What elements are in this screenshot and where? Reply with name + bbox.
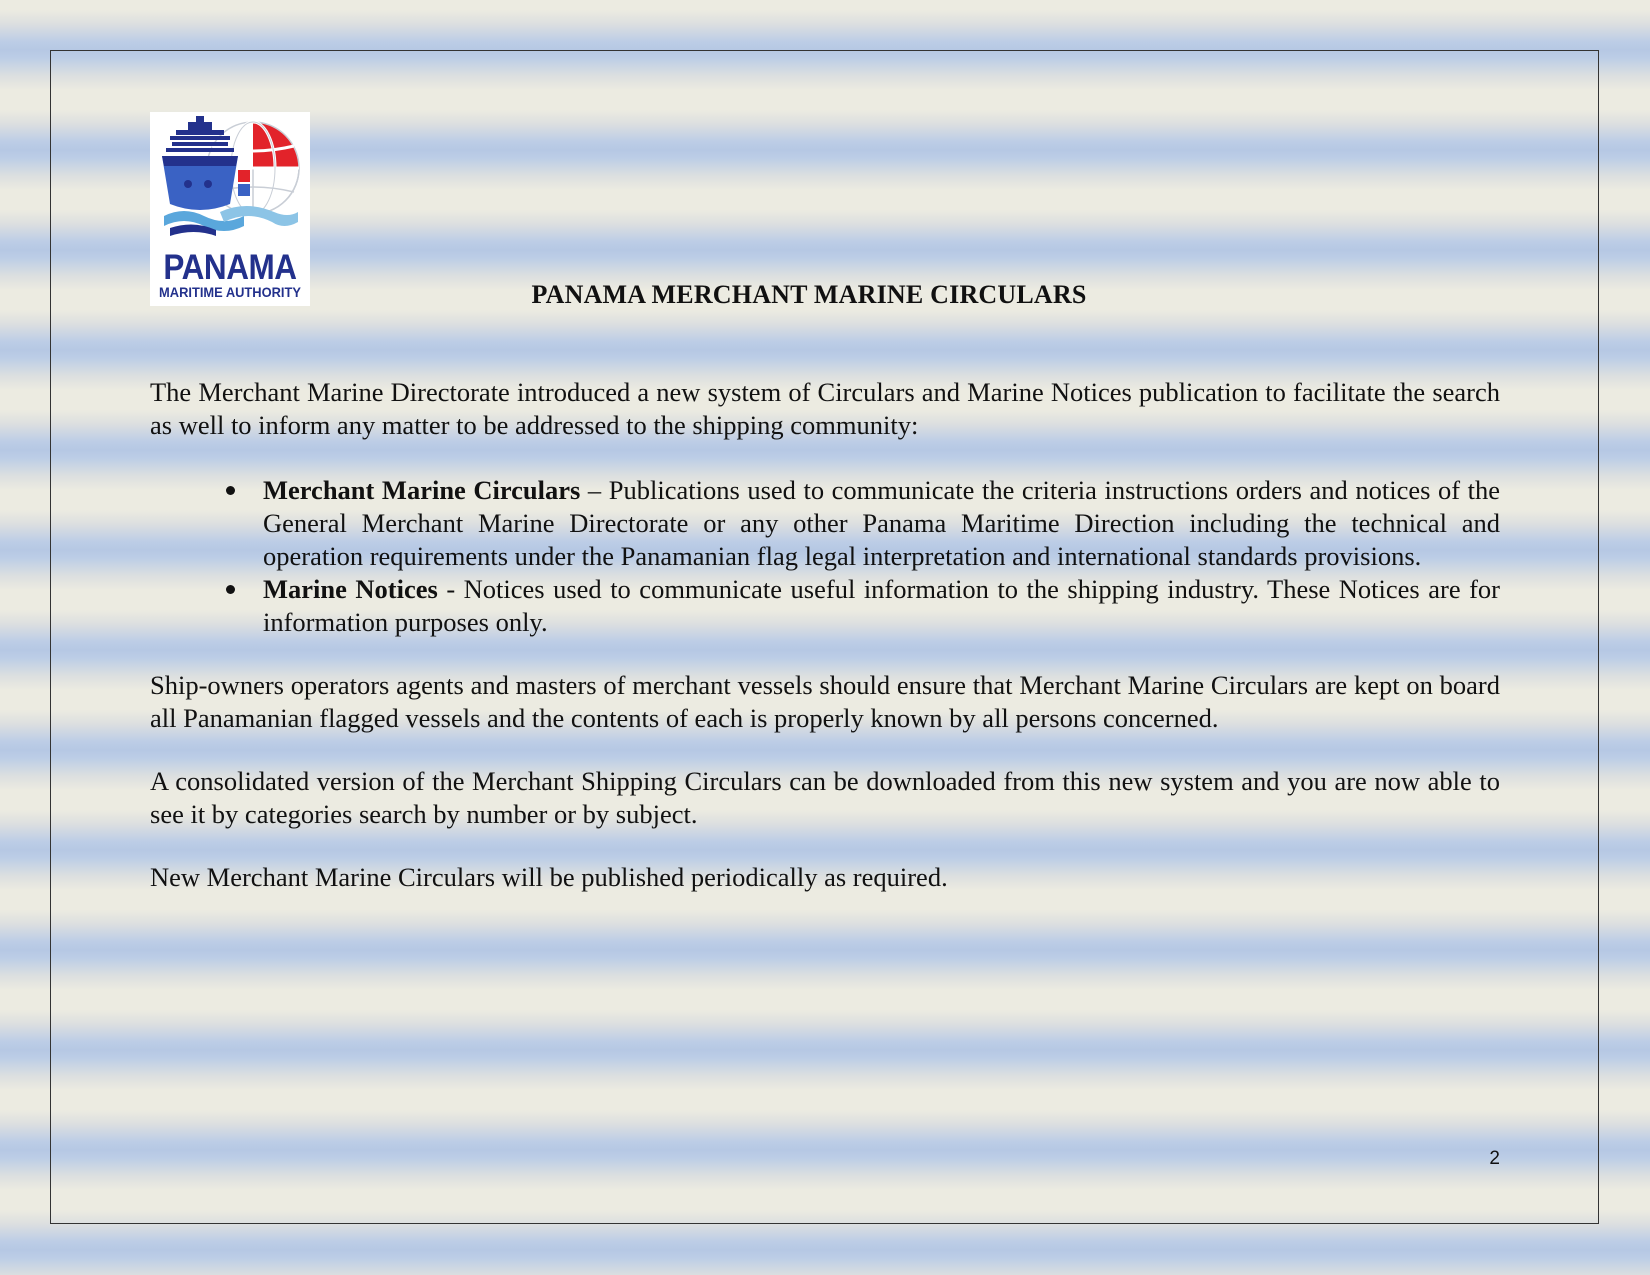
bullet-separator: – — [580, 475, 609, 505]
paragraph-consolidated-version: A consolidated version of the Merchant Shipping Circulars can be downloaded from this new system and you are now able to see it by categories search by number or by subject. — [150, 766, 1500, 829]
panama-maritime-authority-logo — [150, 112, 310, 306]
paragraph-onboard-requirement: Ship-owners operators agents and masters of merchant vessels should ensure that Merchant Marine Circulars are kept on board all Panamanian flagged vessels and the contents of each is properly known by all persons concerned. — [150, 670, 1500, 733]
paragraph-publication-schedule: New Merchant Marine Circulars will be published periodically as required. — [150, 862, 948, 892]
logo-subtitle: MARITIME AUTHORITY — [159, 284, 301, 300]
ship-globe-emblem-icon — [150, 112, 310, 250]
page-number: 2 — [1489, 1148, 1500, 1169]
bullet-item-marine-notices — [150, 573, 1500, 639]
flag-blue-block — [238, 184, 250, 196]
flag-red-block — [238, 170, 250, 182]
logo-wordmark: PANAMA — [163, 248, 297, 287]
waves-icon — [164, 206, 298, 236]
intro-paragraph: The Merchant Marine Directorate introduced a new system of Circulars and Marine Notices publication to facilitate the search as well to inform any matter to be addressed to the shipping community: — [150, 377, 1500, 440]
bullet-icon — [226, 486, 235, 495]
bullet-term: Marine Notices — [263, 574, 438, 604]
document-body — [150, 376, 1500, 894]
bullet-icon — [226, 585, 235, 594]
bullet-item-merchant-marine-circulars — [150, 474, 1500, 573]
bullet-list — [150, 474, 1500, 639]
bullet-term: Merchant Marine Circulars — [263, 475, 581, 505]
bullet-text: Publications used to communicate the criteria instructions orders and notices of the General Merchant Marine Directorate or any other Panama Maritime Direction including the technical and operation requirements under the Panamanian flag legal interpretation and international standards provisions. — [263, 475, 1500, 571]
bullet-separator: - — [437, 574, 464, 604]
page-title: PANAMA MERCHANT MARINE CIRCULARS — [531, 280, 1087, 309]
bullet-text: Notices used to communicate useful information to the shipping industry. These Notices are for information purposes only. — [263, 574, 1500, 637]
